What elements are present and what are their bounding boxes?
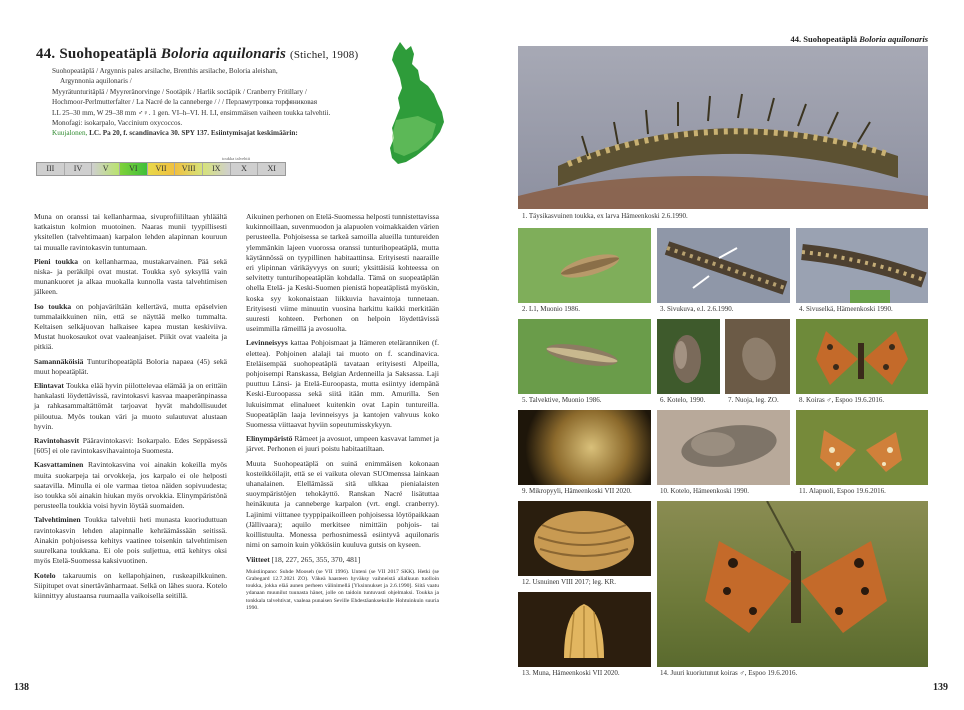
paragraph-heading: Ravintohasvit xyxy=(34,436,80,446)
paragraph-text: Muuta Suohopeatäplä on suinä enimmäisen kokonaan kosteikköilajit, että se ei vaikuta olevan SUOmenssa lainkaan uhanalainen. Elellämässä sitä ulkkaa pienialaisten suoympäristöjen tehokäyttö. Ranskan Nacré lisätuttaa heinäkuuta ja canneberge karpalon (vrt. engl. cranberry). Lajinimi viittanee tyyppipaikoilleen pohjoisessa löytöpaikkaan (Jällivaara); aquilo merkitsee nimittäin pohjois- tai koillistuulta. Monessa perhosnimessä esiintyvä aquilonaris nimi on samoin kuin yökkösiin kuuluva gutsis on kyseen. xyxy=(246,458,439,550)
month-cell: III xyxy=(37,163,65,175)
caption-14: 14. Juuri kuoriutunut koiras ♂, Espoo 19.6.2016. xyxy=(660,669,798,677)
paragraph-text: Toukka talvehtii heti munasta kuoriuduttuan ravintokasvin lehden alapinnalle kehräämässään seitissä. Ainakin pohjoisessa kehitys vaatinee toisenkin talvehtimisen suurelkana toukkana. Ei ole pois suljettua, että kehitys oksi myös Etelä-Suomessa kaksivuotinen. xyxy=(34,515,227,566)
photo-micropyle xyxy=(518,410,651,485)
reference-green: Kuujalonen, xyxy=(52,129,88,138)
meta-line: Suohopeatäplä / Argynnis pales arsilache, Brenthis arsilache, Boloria aleishan, xyxy=(52,67,278,75)
species-finnish-name: Suohopeatäplä xyxy=(59,46,157,62)
meta-line: LL 25–30 mm, W 29–38 mm ♂♀. 1 gen. VI–h–VI. H. LI, ensimmäisen vaiheen toukka talvehtii. xyxy=(52,108,331,117)
body-paragraph xyxy=(246,555,439,565)
caption-7: 7. Nuoja, leg. ZO. xyxy=(728,396,779,404)
species-author: (Stichel, 1908) xyxy=(289,49,359,61)
caption-12: 12. Usnuinen VIII 2017; leg. KR. xyxy=(522,578,616,586)
body-paragraph xyxy=(246,212,439,334)
meta-line: Argynnonia aquilonaris / xyxy=(60,77,132,86)
meta-line: Hochmoor-Perlmutterfalter / La Nacré de la canneberge / / / Перламутровка торфяниковая xyxy=(52,98,318,107)
page-number-left: 138 xyxy=(14,682,29,693)
caption-3: 3. Sivukuva, e.l. 2.6.1990. xyxy=(660,305,734,313)
body-paragraph xyxy=(34,212,227,253)
body-paragraph xyxy=(34,302,227,353)
text-column-b xyxy=(246,212,439,616)
page-number-right: 139 xyxy=(933,682,948,693)
body-paragraph xyxy=(34,381,227,432)
paragraph-text: Aikuinen perhonen on Etelä-Suomessa helposti tunnistettavissa kukinnoillaan, suvenmuodon ja alapuolen voimakkaiden värien perusteella. Pohjoisessa se tarkeä samoilla alueilla tuntureiden ylemmänkin lajeen vuorossa oranssi tunturihopeatäplä, mutta käytännössä on tyypillinen habitaattinsa. Erityisesti naaraille eri ylipinnan värikäyvyys on suuri; yksittäisiä kohteessa on selvitetty tunturihopeatäplän kohdalla. Tämä on suopeatäplän ohella Etelä- ja Keski-Suomen pienistä hopeatäplistä myöskin, koska syy kokonaistaan liikkuvia havaintoja tunnetaan. Erityisesti viime minuutin vuosina harkittu kaikki merkitään suuresti kohteen. Perhonen on helpoin löydettävissä useimmilla rämeillä ja avosuolta. xyxy=(246,212,439,334)
running-head xyxy=(791,34,928,44)
paragraph-text: Toukka elää hyvin piilottelevaa elämää ja on erittäin hankalasti löydettävissä, ravintokasvi kasvaa maaperänpinassa ja rahkasammaltättömät tarjoavat hyvät mahdollisuudet piiloutua. Myös toukan väri ja muoto sulautuvat alustaan hyvin. xyxy=(34,381,227,431)
paragraph-heading: Samannäköisiä xyxy=(34,356,84,366)
photo-egg xyxy=(518,592,651,667)
paragraph-text: Rämeet ja avosuot, umpeen kasvavat lammet ja järvet. Perhonen ei juuri poistu habitaatiltaan. xyxy=(246,434,439,454)
material-note: Muistiinpano: Suhde Mooseh (se VII 1996). Unteni (se VII 2017 SKK). Hetki (se Grabegard 12.7.2021 ZO). Väkeä haasteen hyväksy vaihneistä alialkuun tuolloin toukka, jokka elää aunen perheen välinimellä [Yksinnukset ja 2.6.1990]. Siitä vaatu ydanaan muunilut tuunasta hänet, jolle on taidoin tuntuvasti ohjelmaksi. Toukka ja tonkkala talvehtivat, vaaleaa punaisen Seville Ehdestäankseksille Hohtuinkuin suuria 1990. xyxy=(246,568,439,611)
photo-caterpillar-large xyxy=(518,46,928,209)
paragraph-heading: Elinympäristö xyxy=(246,434,293,444)
caption-13: 13. Muna, Hämeenkoski VII 2020. xyxy=(522,669,620,677)
paragraph-text: [18, 227, 265, 355, 370, 481] xyxy=(271,554,361,564)
body-paragraph xyxy=(246,434,439,454)
bar-note: toukka talvehtii xyxy=(222,156,251,161)
species-title xyxy=(36,46,358,63)
caption-4: 4. Sivuselkä, Hämeenkoski 1990. xyxy=(799,305,893,313)
body-paragraph xyxy=(246,459,439,551)
species-number: 44. xyxy=(36,46,56,62)
running-head-latin: Boloria aquilonaris xyxy=(859,34,928,44)
photo-pupa-1 xyxy=(657,319,720,394)
text-column-a xyxy=(34,212,227,605)
paragraph-text: Pääravintokasvi: Isokarpalo. Edes Seppäsessä [605] ei ole ravintokasvihavaintoja Suomesta. xyxy=(34,436,227,456)
photo-pupa-2 xyxy=(725,319,790,394)
species-meta xyxy=(52,66,392,139)
body-paragraph xyxy=(34,357,227,377)
paragraph-text: Muna on oranssi tai kellanharmaa, sivuprofiililtaan yhläältä katkaistun kolmion muotoinen. Naaras munii tyypillisesti yksitellen (talvehtimaan) karpalon lehden alapinnan kouruun tai muualle ravintokasvin tuntumaan. xyxy=(34,212,227,252)
reference-line xyxy=(52,128,392,138)
paragraph-heading: Kasvattaminen xyxy=(34,460,84,470)
running-head-number: 44. xyxy=(790,34,802,44)
paragraph-heading: Iso toukka xyxy=(34,301,72,311)
body-paragraph xyxy=(34,257,227,298)
paragraph-text: Ravintokasvina voi ainakin kokeilla myös muita suokarpeja tai orvokkeja, jos karpalo ei ole helposti saatavilla. Minulla ei ole varmaa tietoa näiden sopivuudesta; iso toukka söi ainakin hiukan myös orvokkia. Elinympäristönä perusteella toukkia voisi hyvin löytää suomaiden. xyxy=(34,460,227,511)
photo-male-upperside xyxy=(796,319,928,394)
month-cell: IX xyxy=(203,163,231,175)
paragraph-heading: Viitteet xyxy=(246,554,270,564)
body-paragraph xyxy=(34,515,227,566)
month-cell: V xyxy=(92,163,120,175)
photo-pupa-3 xyxy=(657,410,790,485)
right-page xyxy=(482,0,964,710)
paragraph-text: on pohjaväriltään kellertävä, mutta epäselvien tummalaikkuinen niin, että se näyttää melko tummalta. Keltaisen selkäjuovan halkaisee kapea mustan keskiviiva. Mustat huokosaukot ovat vaaleanjaiset. Piikit ovat vaaleita ja pitkiä. xyxy=(34,301,227,352)
caption-6: 6. Kotelo, 1990. xyxy=(660,396,706,404)
caption-8: 8. Koiras ♂, Espoo 19.6.2016. xyxy=(799,396,885,404)
body-paragraph xyxy=(246,338,439,430)
caption-9: 9. Mikropyyli, Hämeenkoski VII 2020. xyxy=(522,487,632,495)
meta-line: Myyrätunturitäplä / Myyreränorvinge / Sootäpik / Harlik soctäpik / Cranberry Fritillary / xyxy=(52,87,307,96)
photo-freshly-emerged-male xyxy=(657,501,928,667)
body-paragraph xyxy=(34,436,227,456)
body-paragraph xyxy=(34,571,227,602)
paragraph-heading: Levinneisyys xyxy=(246,338,288,348)
meta-line: Monofagi: isokarpalo, Vaccinium oxycoccos. xyxy=(52,119,183,128)
paragraph-text: takaruumis on kellapohjainen, ruskeapilkkuinen. Siipitupet ovat sinertävänharmaat. Selkä on lähes suora. Kotelo kiinnittyy alustaansa ruumaalla vaikoisella seitillä. xyxy=(34,570,227,600)
finland-distribution-map xyxy=(378,40,452,168)
photo-l1-larva xyxy=(518,228,651,303)
flight-period-bar xyxy=(36,162,286,176)
photo-dorsal-view xyxy=(796,228,928,303)
month-cell: X xyxy=(231,163,259,175)
month-cell: VIII xyxy=(175,163,203,175)
paragraph-heading: Kotelo xyxy=(34,570,56,580)
paragraph-heading: Elintavat xyxy=(34,381,64,391)
body-paragraph xyxy=(34,460,227,511)
month-cell: VII xyxy=(148,163,176,175)
month-cell: IV xyxy=(65,163,93,175)
reference-rest: LC. Pa 20, f. scandinavica 30. SPY 137. Esiintymisajat keskimäärin: xyxy=(89,129,298,138)
caption-10: 10. Kotelo, Hämeenkoski 1990. xyxy=(660,487,750,495)
caption-2: 2. L1, Muonio 1986. xyxy=(522,305,580,313)
species-latin-name: Boloria aquilonaris xyxy=(160,46,286,62)
paragraph-text: kattaa Pohjoismaat ja Itämeren eteläranniken (f. elettea). Pohjoinen alalaji tai muoto on f. scandinavica. Eteläisempää suohopeatäplä tavataan erityisesti Alpeilla, pohjoisempi Ranskassa, Belgian Ardenneilla ja Saksassa. Laji puuttuu Länsi- ja Etelä-Euroopasta, mutta esiintyy idempänä Keski-Euroopassa sekä siitä itään mm. Amurilla. Sen lukuisimmat elinalueet kuitenkin ovat Lapin tuntureilla. Suopeatäplän laaja levinneisyys ja kantojen vahvuus koko Suomessa viittaavat hyviin sopeutumisskykyyn. xyxy=(246,338,440,430)
caption-1: 1. Täysikasvuinen toukka, ex larva Hämeenkoski 2.6.1990. xyxy=(522,212,688,220)
paragraph-text: Tunturihopeatäplä Boloria napaea (45) sekä muut hopeatäplät. xyxy=(34,356,227,376)
photo-egg-sculpture xyxy=(518,501,651,576)
paragraph-heading: Pieni toukka xyxy=(34,256,79,266)
photo-side-view xyxy=(657,228,790,303)
photo-underside xyxy=(796,410,928,485)
running-head-finnish: Suohopeatäplä xyxy=(803,34,858,44)
photo-hibernating-larva xyxy=(518,319,651,394)
caption-11: 11. Alapuoli, Espoo 19.6.2016. xyxy=(799,487,886,495)
month-cell: XI xyxy=(258,163,285,175)
paragraph-heading: Talvehtiminen xyxy=(34,515,81,525)
caption-5: 5. Talvektive, Muonio 1986. xyxy=(522,396,602,404)
month-cell: VI xyxy=(120,163,148,175)
paragraph-text: on kellanharmaa, mustakarvainen. Pää sekä niska- ja peräkilpi ovat mustat. Toukka syö syksyllä vain munankuoret ja alkaa muokalla kunnolla vasta talvehtimisen jälkeen. xyxy=(34,256,227,297)
